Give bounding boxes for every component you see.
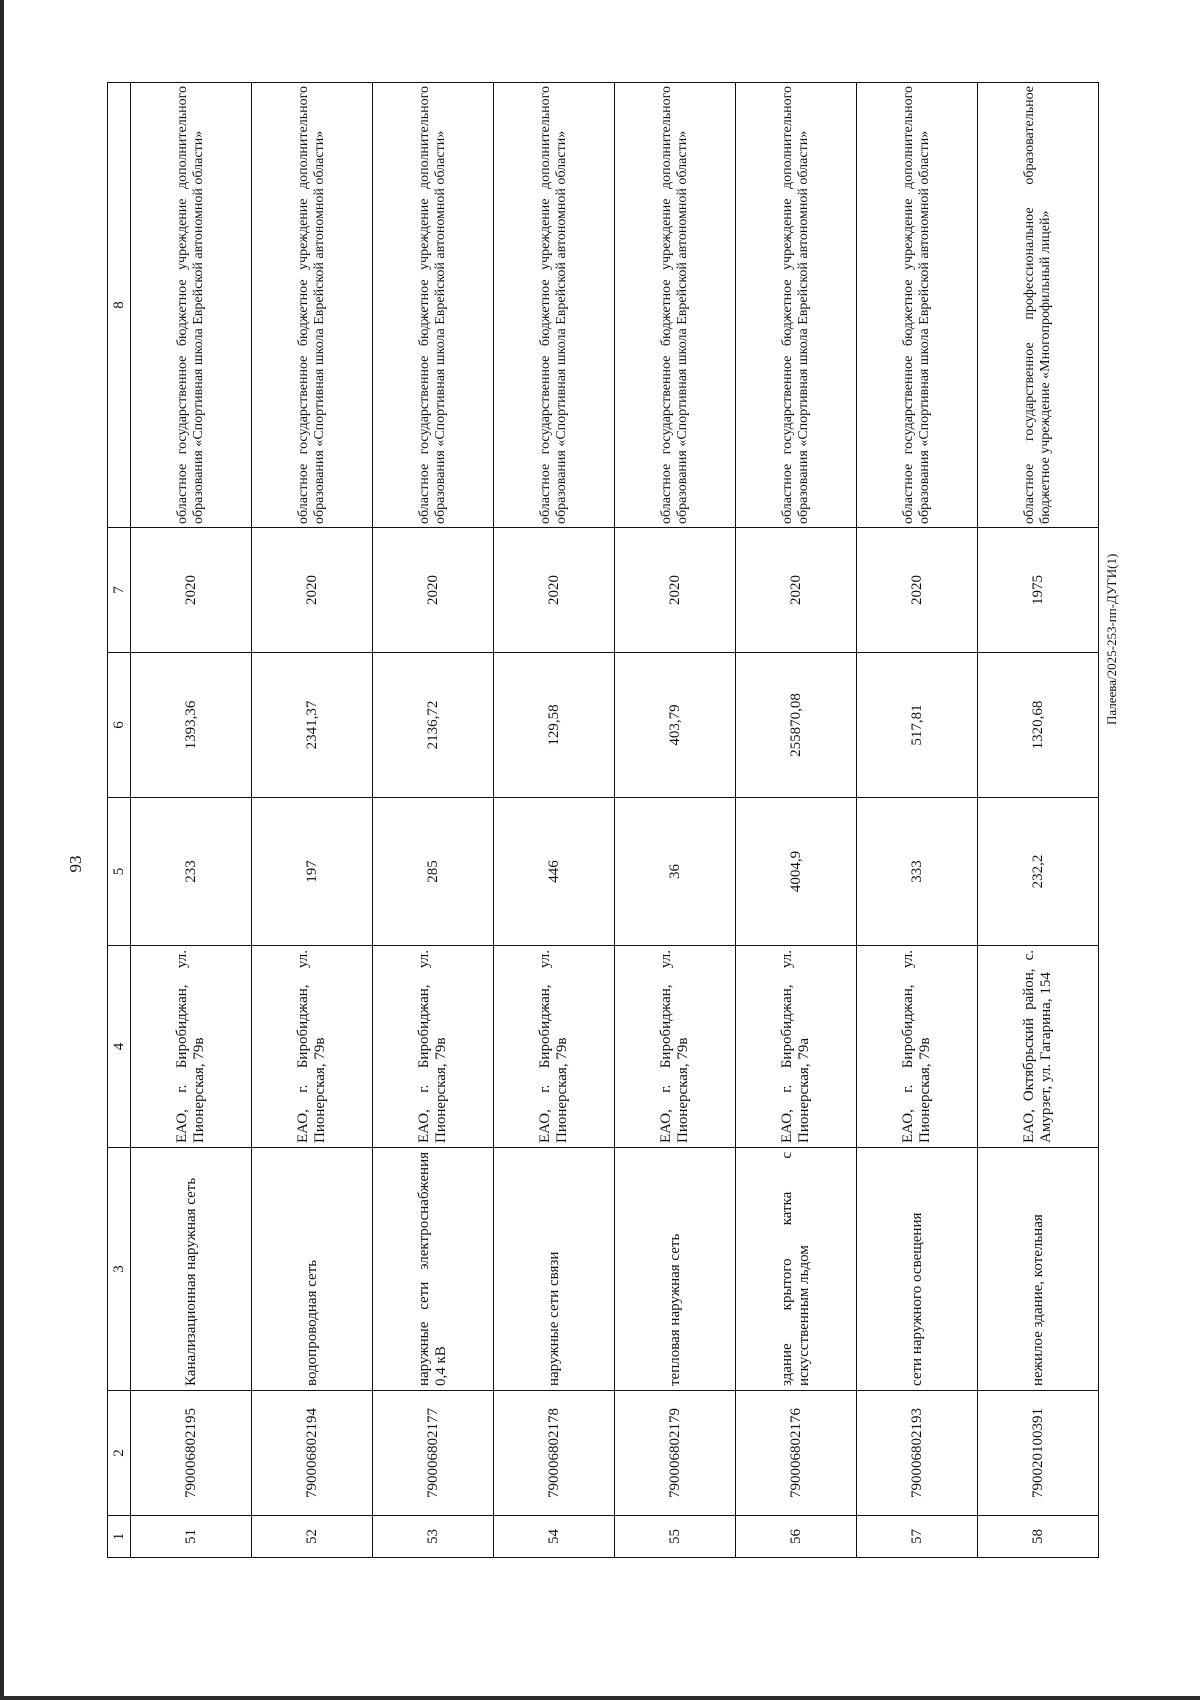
object-address: ЕАО, г. Биробиджан, ул. Пионерская, 79в	[373, 946, 494, 1148]
cadastral-number: 790006802195	[131, 1391, 252, 1516]
object-name: здание крытого катка с искусственным льдом	[736, 1148, 857, 1391]
value-col6: 129,58	[494, 653, 615, 798]
object-address: ЕАО, г. Биробиджан, ул. Пионерская, 79в	[857, 946, 978, 1148]
year: 2020	[131, 528, 252, 653]
cadastral-number: 790006802178	[494, 1391, 615, 1516]
year: 2020	[494, 528, 615, 653]
row-number: 53	[373, 1516, 494, 1558]
value-col6: 255870,08	[736, 653, 857, 798]
cadastral-number: 790006802193	[857, 1391, 978, 1516]
year: 1975	[978, 528, 1099, 653]
column-header: 6	[108, 653, 131, 798]
holder-organization: областное государственное бюджетное учреждение дополнительного образования «Спортивная школа Еврейской автономной области»	[857, 83, 978, 528]
row-number: 58	[978, 1516, 1099, 1558]
object-name: сети наружного освещения	[857, 1148, 978, 1391]
year: 2020	[373, 528, 494, 653]
object-name: нежилое здание, котельная	[978, 1148, 1099, 1391]
row-number: 57	[857, 1516, 978, 1558]
year: 2020	[736, 528, 857, 653]
object-address: ЕАО, г. Биробиджан, ул. Пионерская, 79в	[615, 946, 736, 1148]
row-number: 56	[736, 1516, 857, 1558]
object-name: Канализационная наружная сеть	[131, 1148, 252, 1391]
page-number: 93	[66, 855, 85, 873]
cadastral-number: 790006802179	[615, 1391, 736, 1516]
property-table	[107, 82, 1099, 1558]
value-col5: 233	[131, 798, 252, 946]
table-row	[857, 83, 978, 1558]
row-number: 52	[252, 1516, 373, 1558]
value-col5: 197	[252, 798, 373, 946]
document-reference: Палеева/2025-253-пп-ДУГИ(1)	[1104, 553, 1119, 725]
object-address: ЕАО, г. Биробиджан, ул. Пионерская, 79а	[736, 946, 857, 1148]
holder-organization: областное государственное бюджетное учреждение дополнительного образования «Спортивная школа Еврейской автономной области»	[131, 83, 252, 528]
column-header: 2	[108, 1391, 131, 1516]
scan-edge	[0, 0, 4, 1700]
value-col6: 403,79	[615, 653, 736, 798]
scan-edge	[0, 1696, 1200, 1700]
object-address: ЕАО, г. Биробиджан, ул. Пионерская, 79в	[494, 946, 615, 1148]
value-col5: 285	[373, 798, 494, 946]
value-col6: 517,81	[857, 653, 978, 798]
table-row	[978, 83, 1099, 1558]
object-address: ЕАО, г. Биробиджан, ул. Пионерская, 79в	[131, 946, 252, 1148]
holder-organization: областное государственное бюджетное учреждение дополнительного образования «Спортивная школа Еврейской автономной области»	[252, 83, 373, 528]
column-header: 3	[108, 1148, 131, 1391]
value-col6: 2136,72	[373, 653, 494, 798]
value-col6: 1320,68	[978, 653, 1099, 798]
value-col5: 232,2	[978, 798, 1099, 946]
column-header: 8	[108, 83, 131, 528]
column-header: 7	[108, 528, 131, 653]
table-row	[736, 83, 857, 1558]
object-name: наружные сети связи	[494, 1148, 615, 1391]
holder-organization: областное государственное бюджетное учреждение дополнительного образования «Спортивная школа Еврейской автономной области»	[615, 83, 736, 528]
header-row	[108, 83, 131, 1558]
rotated-table-container	[107, 83, 1200, 1544]
table-row	[494, 83, 615, 1558]
value-col5: 333	[857, 798, 978, 946]
row-number: 54	[494, 1516, 615, 1558]
table-row	[373, 83, 494, 1558]
column-header: 5	[108, 798, 131, 946]
cadastral-number: 790006802176	[736, 1391, 857, 1516]
table-row	[615, 83, 736, 1558]
holder-organization: областное государственное бюджетное учреждение дополнительного образования «Спортивная школа Еврейской автономной области»	[736, 83, 857, 528]
column-header: 1	[108, 1516, 131, 1558]
value-col6: 2341,37	[252, 653, 373, 798]
table-row	[131, 83, 252, 1558]
object-address: ЕАО, Октябрьский район, с. Амурзет, ул. Гагарина, 154	[978, 946, 1099, 1148]
cadastral-number: 790006802194	[252, 1391, 373, 1516]
value-col5: 36	[615, 798, 736, 946]
value-col5: 4004,9	[736, 798, 857, 946]
holder-organization: областное государственное бюджетное учреждение дополнительного образования «Спортивная школа Еврейской автономной области»	[494, 83, 615, 528]
cadastral-number: 790020100391	[978, 1391, 1099, 1516]
value-col6: 1393,36	[131, 653, 252, 798]
row-number: 55	[615, 1516, 736, 1558]
year: 2020	[252, 528, 373, 653]
row-number: 51	[131, 1516, 252, 1558]
year: 2020	[857, 528, 978, 653]
value-col5: 446	[494, 798, 615, 946]
table-row	[252, 83, 373, 1558]
object-address: ЕАО, г. Биробиджан, ул. Пионерская, 79в	[252, 946, 373, 1148]
object-name: водопроводная сеть	[252, 1148, 373, 1391]
object-name: тепловая наружная сеть	[615, 1148, 736, 1391]
holder-organization: областное государственное бюджетное учреждение дополнительного образования «Спортивная школа Еврейской автономной области»	[373, 83, 494, 528]
year: 2020	[615, 528, 736, 653]
column-header: 4	[108, 946, 131, 1148]
cadastral-number: 790006802177	[373, 1391, 494, 1516]
holder-organization: областное государственное профессиональное образовательное бюджетное учреждение «Многопрофильный лицей»	[978, 83, 1099, 528]
object-name: наружные сети электроснабжения 0,4 кВ	[373, 1148, 494, 1391]
